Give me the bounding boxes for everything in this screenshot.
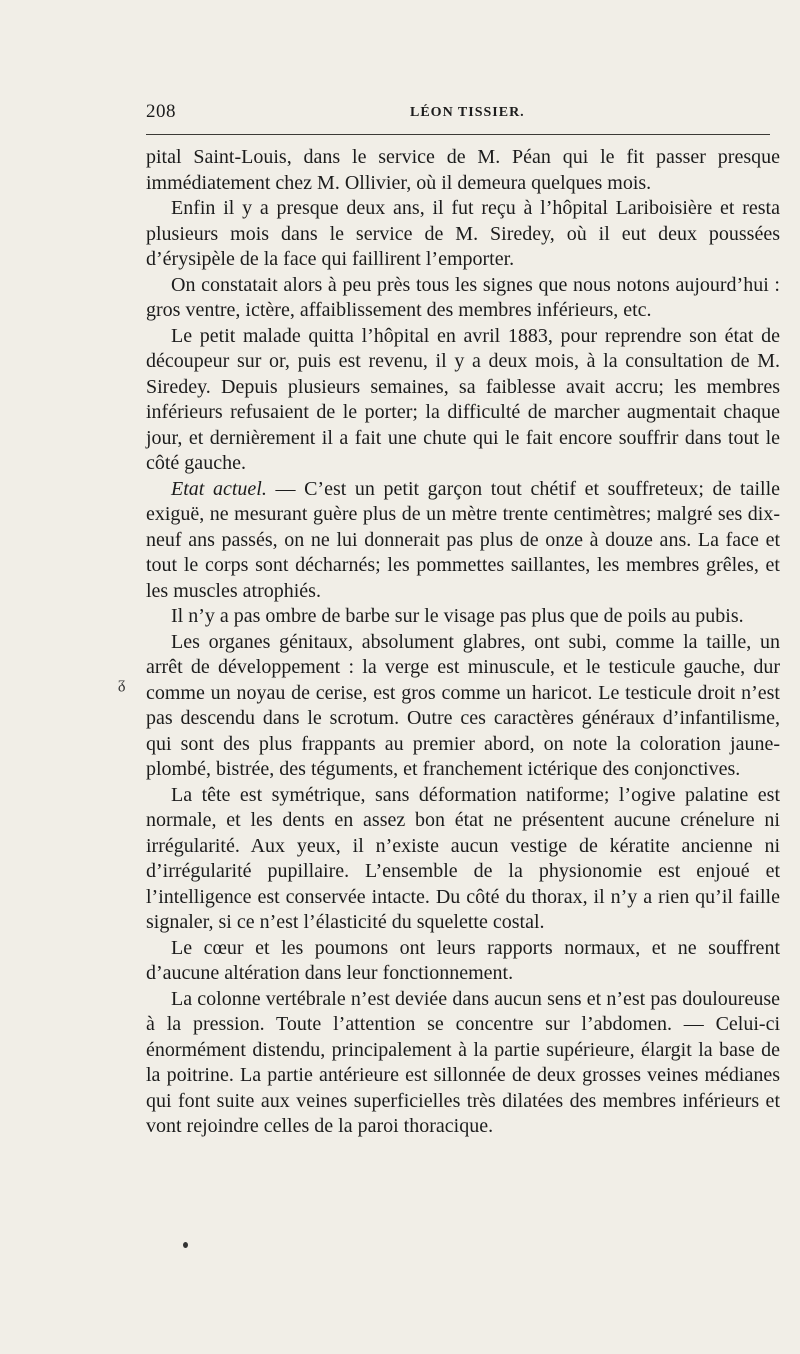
paragraph-2: Enfin il y a presque deux ans, il fut reçu à l’hôpital Lariboisière et resta plusieurs mois dans le service de M. Siredey, où il eut deux poussées d’érysipèle de la face qui faillirent l’emporter. — [146, 197, 780, 270]
header-rule — [146, 134, 770, 135]
page-number: 208 — [146, 101, 176, 122]
paragraph-10: La colonne vertébrale n’est deviée dans aucun sens et n’est pas douloureuse à la pression. Toute l’attention se concentre sur l’abdomen. — Celui-ci énormément distendu, principalement à la partie supérieure, élargit la base de la poitrine. La partie antérieure est sillonnée de deux grosses veines médianes qui font suite aux veines superficielles très dilatées des membres inférieurs et vont rejoindre celles de la paroi thoracique. — [146, 987, 780, 1137]
paragraph-7: Les organes génitaux, absolument glabres, ont subi, comme la taille, un arrêt de développement : la verge est minuscule, et le testicule gauche, dur comme un noyau de cerise, est gros comme un haricot. Le testicule droit n’est pas descendu dans le scrotum. Outre ces caractères généraux d’infantilisme, qui sont des plus frappants au premier abord, on note la coloration jaune-plombé, bistrée, des téguments, et franchement ictérique des conjonctives. — [146, 630, 780, 780]
paragraph-3: On constatait alors à peu près tous les signes que nous notons aujourd’hui : gros ventre, ictère, affaiblissement des membres inférieurs, etc. — [146, 273, 780, 321]
etat-actuel-label: Etat actuel. — [171, 477, 267, 500]
paragraph-9: Le cœur et les poumons ont leurs rapports normaux, et ne souffrent d’aucune altération dans leur fonctionnement. — [146, 936, 780, 984]
paragraph-8: La tête est symétrique, sans déformation natiforme; l’ogive palatine est normale, et les dents en assez bon état ne présentent aucune crénelure ni irrégularité. Aux yeux, il n’existe aucun vestige de kératite ancienne ni d’irrégularité pupillaire. L’ensemble de la physionomie est enjoué et l’intelligence est conservée intacte. Du côté du thorax, il n’y a rien qu’il faille signaler, si ce n’est l’élasticité du squelette costal. — [146, 783, 780, 933]
body-text — [146, 145, 780, 1140]
margin-mark: ᵹ — [118, 675, 126, 692]
paragraph-1: pital Saint-Louis, dans le service de M. Péan qui le fit passer presque immédiatement chez M. Ollivier, où il demeura quelques mois. — [146, 146, 780, 194]
paragraph-5-text: — C’est un petit garçon tout chétif et souffreteux; de taille exiguë, ne mesurant guère plus de un mètre trente centimètres; malgré ses dix-neuf ans passés, on ne lui donnerait pas plus de onze à douze ans. La face et tout le corps sont décharnés; les pommettes saillantes, les membres grêles, et les muscles atrophiés. — [146, 477, 781, 602]
page-header — [146, 101, 770, 125]
paragraph-4: Le petit malade quitta l’hôpital en avril 1883, pour reprendre son état de découpeur sur or, puis est revenu, il y a deux mois, à la consultation de M. Siredey. Depuis plusieurs semaines, sa faiblesse avait accru; les membres inférieurs refusaient de le porter; la difficulté de marcher augmentait chaque jour, et dernièrement il a fait une chute qui le fait encore souffrir dans tout le côté gauche. — [146, 324, 780, 474]
ink-dot — [183, 1242, 188, 1248]
paragraph-6: Il n’y a pas ombre de barbe sur le visage pas plus que de poils au pubis. — [171, 605, 744, 627]
running-title: LÉON TISSIER. — [410, 105, 525, 120]
paragraph-5 — [146, 477, 780, 605]
